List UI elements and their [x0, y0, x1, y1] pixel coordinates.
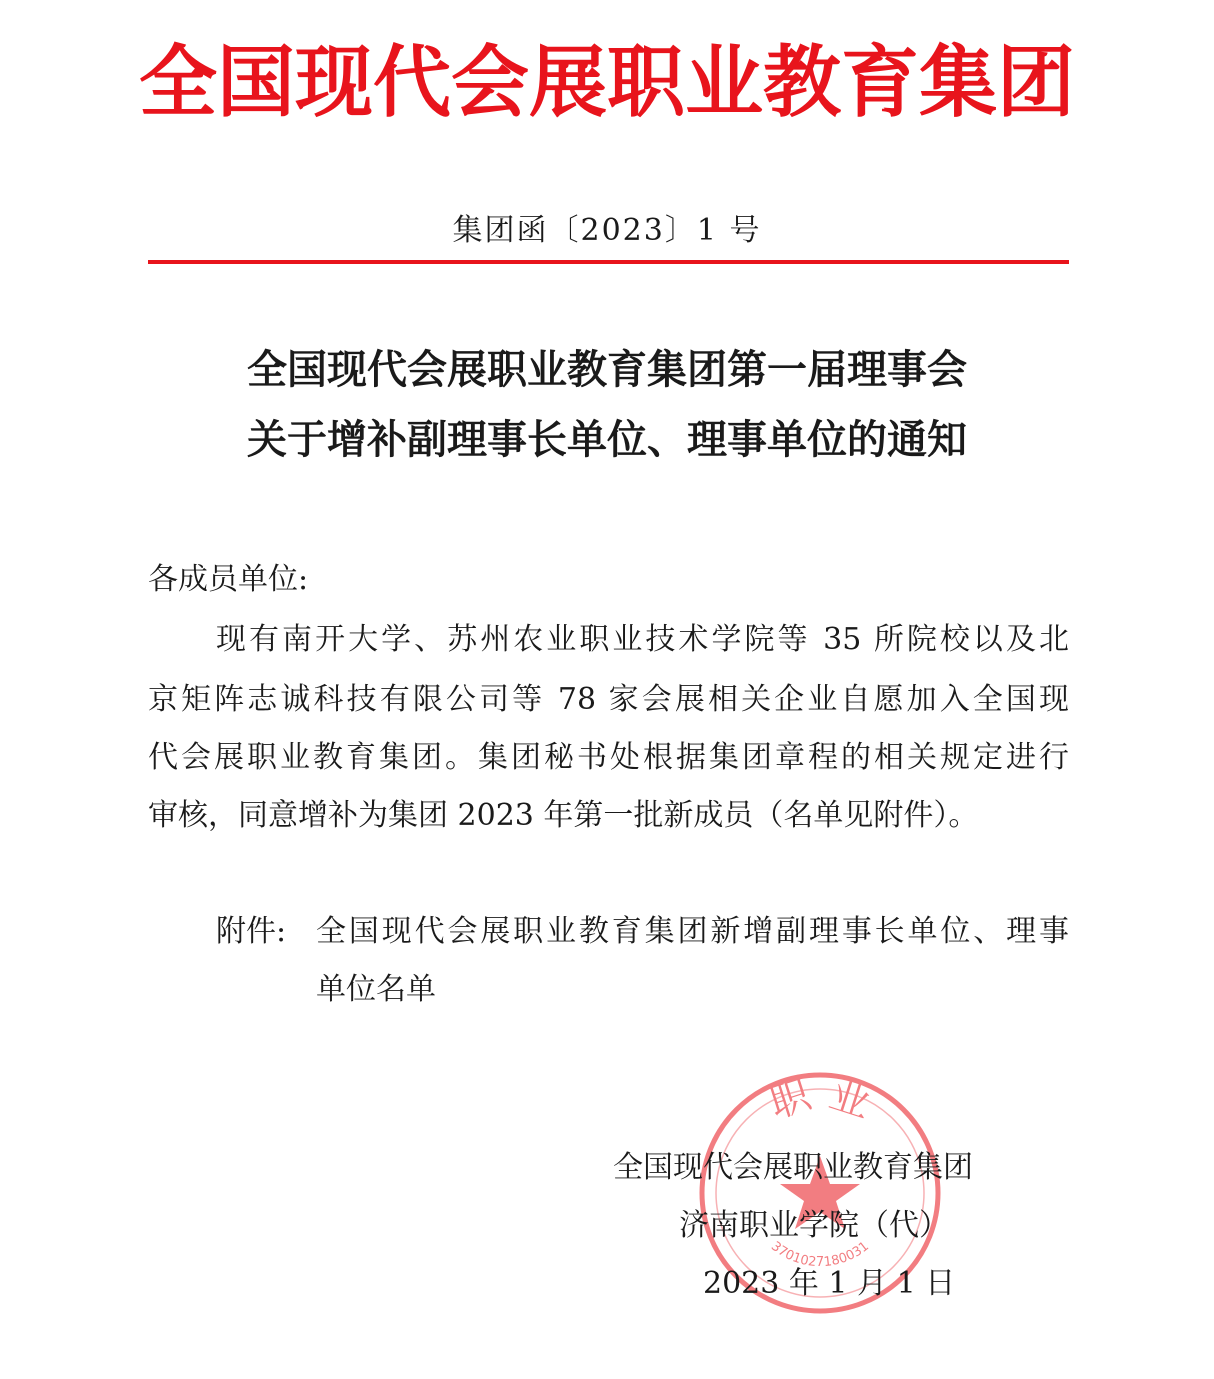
red-divider: [148, 260, 1069, 264]
signature-organization: 全国现代会展职业教育集团: [613, 1150, 973, 1185]
salutation: 各成员单位:: [148, 562, 309, 597]
paragraph-line-3: 代会展职业教育集团。集团秘书处根据集团章程的相关规定进行: [148, 740, 1069, 775]
attachment-line-1: 全国现代会展职业教育集团新增副理事长单位、理事: [316, 914, 1069, 949]
document-number: 集团函〔2023〕1 号: [452, 213, 762, 248]
attachment-label: 附件:: [216, 914, 287, 949]
seal-bottom-digits: 3701027180031: [768, 1238, 872, 1271]
paragraph-line-1: 现有南开大学、苏州农业职业技术学院等 35 所院校以及北: [216, 622, 1069, 657]
seal-top-text: 职 业: [764, 1071, 876, 1128]
document-title-line-2: 关于增补副理事长单位、理事单位的通知: [247, 417, 967, 463]
paragraph-line-4: 审核，同意增补为集团 2023 年第一批新成员（名单见附件）。: [148, 798, 979, 833]
signature-agent: 济南职业学院（代）: [679, 1208, 949, 1243]
paragraph-line-2: 京矩阵志诚科技有限公司等 78 家会展相关企业自愿加入全国现: [148, 682, 1069, 717]
signature-date: 2023 年 1 月 1 日: [703, 1266, 956, 1301]
attachment-line-2: 单位名单: [316, 972, 436, 1007]
masthead-organization: 全国现代会展职业教育集团: [138, 38, 1075, 128]
document-title-line-1: 全国现代会展职业教育集团第一届理事会: [247, 347, 967, 393]
